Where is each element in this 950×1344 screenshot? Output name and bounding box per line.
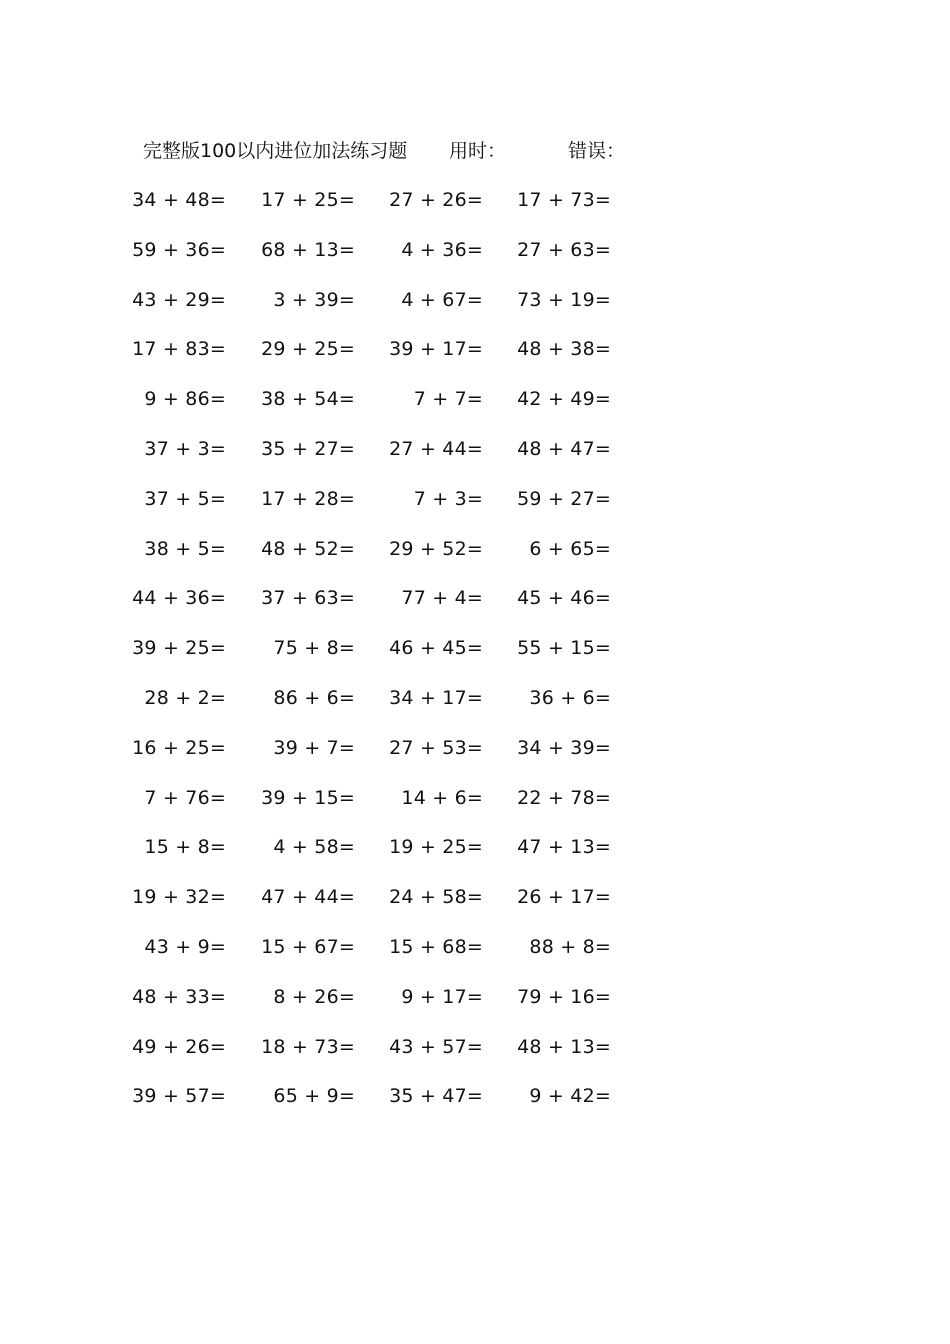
problem-item: 15 + 8= (144, 836, 226, 859)
problem-item: 19 + 32= (132, 886, 226, 909)
problem-item: 18 + 73= (261, 1035, 355, 1058)
problem-item: 86 + 6= (273, 687, 355, 709)
problem-item: 27 + 53= (389, 736, 483, 759)
problem-item: 7 + 7= (413, 388, 483, 411)
problem-item: 55 + 15= (517, 637, 611, 660)
problem-item: 38 + 5= (144, 537, 226, 560)
problem-item: 19 + 25= (389, 836, 483, 859)
problem-item: 4 + 36= (401, 238, 483, 261)
problem-row (0, 633, 700, 663)
problem-item: 59 + 36= (132, 238, 226, 261)
problem-item: 79 + 16= (517, 985, 611, 1008)
problem-row (0, 235, 700, 265)
problem-row (0, 932, 700, 962)
problem-item: 75 + 8= (273, 637, 355, 660)
problem-item: 39 + 17= (389, 338, 483, 361)
problem-item: 17 + 83= (132, 338, 226, 361)
problem-item: 43 + 9= (144, 936, 226, 958)
problem-item: 59 + 27= (517, 487, 611, 510)
problem-item: 15 + 67= (261, 936, 355, 958)
problem-item: 22 + 78= (517, 786, 611, 809)
problem-item: 39 + 15= (261, 786, 355, 809)
problem-item: 34 + 39= (517, 736, 611, 759)
problem-item: 68 + 13= (261, 238, 355, 261)
problem-item: 29 + 25= (261, 338, 355, 361)
problem-item: 35 + 47= (389, 1085, 483, 1108)
problem-item: 27 + 26= (389, 189, 483, 211)
problem-item: 38 + 54= (261, 388, 355, 411)
problem-item: 48 + 13= (517, 1035, 611, 1058)
problem-item: 37 + 3= (144, 438, 226, 460)
problem-item: 24 + 58= (389, 886, 483, 909)
problem-item: 48 + 47= (517, 438, 611, 460)
problem-item: 8 + 26= (273, 985, 355, 1008)
problem-item: 45 + 46= (517, 587, 611, 610)
problem-item: 34 + 48= (132, 189, 226, 211)
problem-item: 65 + 9= (273, 1085, 355, 1108)
problem-row (0, 334, 700, 364)
problem-item: 43 + 57= (389, 1035, 483, 1058)
problem-row (0, 534, 700, 564)
problem-item: 26 + 17= (517, 886, 611, 909)
problem-item: 4 + 58= (273, 836, 355, 859)
problem-row (0, 583, 700, 613)
problem-row (0, 484, 700, 514)
problem-item: 36 + 6= (529, 687, 611, 709)
problem-item: 43 + 29= (132, 288, 226, 311)
problem-row (0, 783, 700, 813)
time-used-label: 用时： (449, 140, 507, 162)
problem-item: 37 + 5= (144, 487, 226, 510)
problem-item: 77 + 4= (401, 587, 483, 610)
problem-item: 14 + 6= (401, 786, 483, 809)
problem-item: 27 + 63= (517, 238, 611, 261)
problem-item: 17 + 28= (261, 487, 355, 510)
problem-item: 73 + 19= (517, 288, 611, 311)
problem-row (0, 733, 700, 763)
problem-item: 9 + 42= (529, 1085, 611, 1108)
problem-item: 4 + 67= (401, 288, 483, 311)
problem-item: 46 + 45= (389, 637, 483, 660)
problem-item: 27 + 44= (389, 438, 483, 460)
problem-item: 48 + 38= (517, 338, 611, 361)
problem-item: 42 + 49= (517, 388, 611, 411)
problem-item: 47 + 44= (261, 886, 355, 909)
problem-item: 44 + 36= (132, 587, 226, 610)
problem-item: 16 + 25= (132, 736, 226, 759)
problem-item: 7 + 76= (144, 786, 226, 809)
problem-item: 34 + 17= (389, 687, 483, 709)
problem-row (0, 832, 700, 862)
problem-item: 39 + 25= (132, 637, 226, 660)
problem-item: 9 + 17= (401, 985, 483, 1008)
problem-row (0, 882, 700, 912)
problem-row (0, 982, 700, 1012)
problem-item: 39 + 57= (132, 1085, 226, 1108)
worksheet-title: 完整版100以内进位加法练习题 (143, 140, 408, 162)
problem-item: 39 + 7= (273, 736, 355, 759)
problem-item: 37 + 63= (261, 587, 355, 610)
problem-row (0, 434, 700, 464)
problem-row (0, 384, 700, 414)
problem-item: 48 + 52= (261, 537, 355, 560)
problem-item: 7 + 3= (413, 487, 483, 510)
problem-item: 3 + 39= (273, 288, 355, 311)
problem-item: 15 + 68= (389, 936, 483, 958)
problem-item: 17 + 25= (261, 189, 355, 211)
problem-item: 35 + 27= (261, 438, 355, 460)
problem-row (0, 1032, 700, 1062)
problem-item: 17 + 73= (517, 189, 611, 211)
problem-row (0, 185, 700, 215)
problem-item: 28 + 2= (144, 687, 226, 709)
problem-item: 47 + 13= (517, 836, 611, 859)
problem-row (0, 683, 700, 713)
error-count-label: 错误： (568, 140, 626, 162)
problem-item: 29 + 52= (389, 537, 483, 560)
problem-row (0, 285, 700, 315)
problem-item: 6 + 65= (529, 537, 611, 560)
problem-item: 88 + 8= (529, 936, 611, 958)
problem-item: 49 + 26= (132, 1035, 226, 1058)
problem-item: 48 + 33= (132, 985, 226, 1008)
problem-item: 9 + 86= (144, 388, 226, 411)
problem-row (0, 1081, 700, 1111)
